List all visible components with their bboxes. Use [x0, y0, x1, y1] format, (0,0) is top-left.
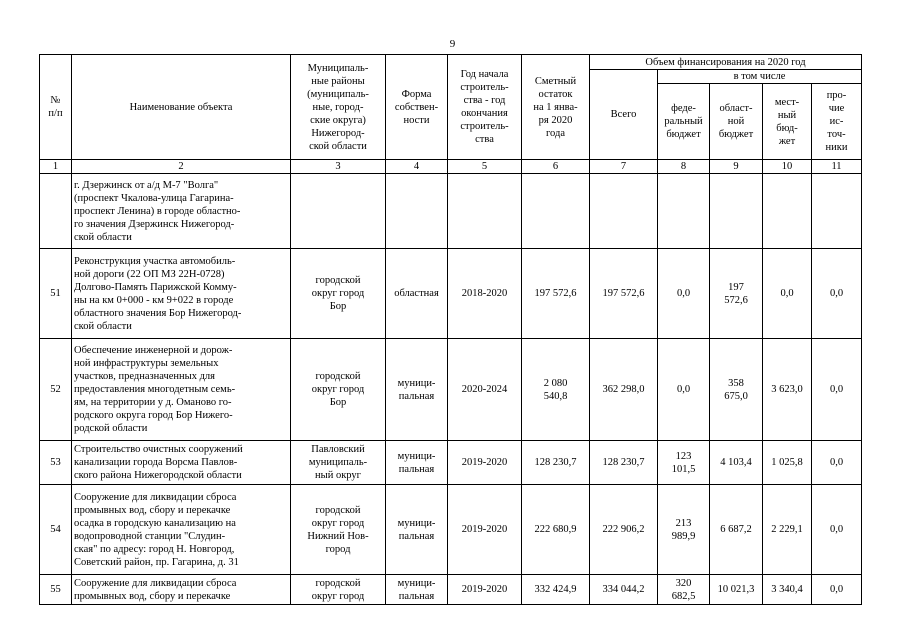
- header-balance: Сметный остаток на 1 янва- ря 2020 года: [522, 55, 590, 160]
- ownership-cell: [386, 174, 448, 249]
- district-cell: городской округ город Бор: [291, 339, 386, 441]
- table-row: [40, 575, 862, 605]
- header-districts: Муниципаль- ные районы (муниципаль- ные, город- ские округа) Нижегород- ской области: [291, 55, 386, 160]
- header-including: в том числе: [658, 70, 862, 84]
- column-number: 9: [710, 160, 763, 174]
- column-number: 10: [763, 160, 812, 174]
- district-cell: городской округ город Нижний Нов- город: [291, 485, 386, 575]
- column-number-row: [40, 160, 862, 174]
- header-total: Всего: [590, 70, 658, 160]
- ownership-cell: муници- пальная: [386, 485, 448, 575]
- regional-budget-cell: 10 021,3: [710, 575, 763, 605]
- row-number-cell: 54: [40, 485, 72, 575]
- header-funding-group: Объем финансирования на 2020 год: [590, 55, 862, 70]
- estimated-balance-cell: [522, 174, 590, 249]
- row-number-cell: 52: [40, 339, 72, 441]
- other-sources-cell: 0,0: [812, 249, 862, 339]
- row-number-cell: 53: [40, 441, 72, 485]
- construction-years-cell: 2019-2020: [448, 441, 522, 485]
- column-number: 5: [448, 160, 522, 174]
- federal-budget-cell: 320 682,5: [658, 575, 710, 605]
- estimated-balance-cell: 222 680,9: [522, 485, 590, 575]
- district-cell: Павловский муниципаль- ный округ: [291, 441, 386, 485]
- district-cell: [291, 174, 386, 249]
- federal-budget-cell: 0,0: [658, 339, 710, 441]
- table-row: [40, 441, 862, 485]
- other-sources-cell: 0,0: [812, 575, 862, 605]
- table-row: [40, 339, 862, 441]
- regional-budget-cell: 4 103,4: [710, 441, 763, 485]
- local-budget-cell: [763, 174, 812, 249]
- federal-budget-cell: [658, 174, 710, 249]
- column-number: 4: [386, 160, 448, 174]
- local-budget-cell: 2 229,1: [763, 485, 812, 575]
- row-number-cell: 55: [40, 575, 72, 605]
- local-budget-cell: 0,0: [763, 249, 812, 339]
- federal-budget-cell: 123 101,5: [658, 441, 710, 485]
- district-cell: городской округ город Бор: [291, 249, 386, 339]
- column-number: 2: [72, 160, 291, 174]
- row-number-cell: 51: [40, 249, 72, 339]
- column-number: 8: [658, 160, 710, 174]
- object-name-cell: Сооружение для ликвидации сброса промывных вод, сбору и перекачке осадка в городскую канализацию на водопроводной станции "Слудин- ская" по адресу: город Н. Новгород, Советский район, пр. Гагарина, д. 31: [72, 485, 291, 575]
- funding-total-cell: 334 044,2: [590, 575, 658, 605]
- ownership-cell: муници- пальная: [386, 339, 448, 441]
- construction-years-cell: 2018-2020: [448, 249, 522, 339]
- table-row: [40, 249, 862, 339]
- column-number: 6: [522, 160, 590, 174]
- other-sources-cell: 0,0: [812, 441, 862, 485]
- column-number: 11: [812, 160, 862, 174]
- ownership-cell: областная: [386, 249, 448, 339]
- federal-budget-cell: 213 989,9: [658, 485, 710, 575]
- construction-years-cell: 2019-2020: [448, 485, 522, 575]
- other-sources-cell: [812, 174, 862, 249]
- object-name-cell: Сооружение для ликвидации сброса промывных вод, сбору и перекачке: [72, 575, 291, 605]
- estimated-balance-cell: 332 424,9: [522, 575, 590, 605]
- estimated-balance-cell: 197 572,6: [522, 249, 590, 339]
- table-row: [40, 485, 862, 575]
- estimated-balance-cell: 2 080 540,8: [522, 339, 590, 441]
- header-num: № п/п: [40, 55, 72, 160]
- table-row: [40, 174, 862, 249]
- funding-total-cell: 128 230,7: [590, 441, 658, 485]
- ownership-cell: муници- пальная: [386, 575, 448, 605]
- object-name-cell: Строительство очистных сооружений канализации города Ворсма Павлов- ского района Нижегородской области: [72, 441, 291, 485]
- funding-total-cell: 222 906,2: [590, 485, 658, 575]
- district-cell: городской округ город: [291, 575, 386, 605]
- local-budget-cell: 3 623,0: [763, 339, 812, 441]
- regional-budget-cell: 197 572,6: [710, 249, 763, 339]
- estimated-balance-cell: 128 230,7: [522, 441, 590, 485]
- construction-years-cell: 2019-2020: [448, 575, 522, 605]
- object-name-cell: г. Дзержинск от а/д М-7 "Волга" (проспект Чкалова-улица Гагарина- проспект Ленина) в городе областно- го значения Дзержинск Нижегород- ской области: [72, 174, 291, 249]
- regional-budget-cell: 6 687,2: [710, 485, 763, 575]
- funding-total-cell: [590, 174, 658, 249]
- funding-total-cell: 197 572,6: [590, 249, 658, 339]
- column-number: 7: [590, 160, 658, 174]
- header-name: Наименование объекта: [72, 55, 291, 160]
- federal-budget-cell: 0,0: [658, 249, 710, 339]
- local-budget-cell: 1 025,8: [763, 441, 812, 485]
- other-sources-cell: 0,0: [812, 485, 862, 575]
- header-years: Год начала строитель- ства - год окончания строитель- ства: [448, 55, 522, 160]
- funding-total-cell: 362 298,0: [590, 339, 658, 441]
- construction-years-cell: 2020-2024: [448, 339, 522, 441]
- construction-years-cell: [448, 174, 522, 249]
- object-name-cell: Обеспечение инженерной и дорож- ной инфраструктуры земельных участков, предназначенных для предоставления многодетным семь- ям, на территории у д. Оманово го- родского округа город Бор Нижего- родской области: [72, 339, 291, 441]
- header-federal: феде- ральный бюджет: [658, 84, 710, 160]
- ownership-cell: муници- пальная: [386, 441, 448, 485]
- regional-budget-cell: [710, 174, 763, 249]
- page-number: 9: [449, 38, 456, 50]
- financing-table: [39, 54, 862, 605]
- header-regional: област- ной бюджет: [710, 84, 763, 160]
- header-local: мест- ный бюд- жет: [763, 84, 812, 160]
- local-budget-cell: 3 340,4: [763, 575, 812, 605]
- other-sources-cell: 0,0: [812, 339, 862, 441]
- row-number-cell: [40, 174, 72, 249]
- column-number: 3: [291, 160, 386, 174]
- regional-budget-cell: 358 675,0: [710, 339, 763, 441]
- header-other: про- чие ис- точ- ники: [812, 84, 862, 160]
- header-ownership: Форма собствен- ности: [386, 55, 448, 160]
- column-number: 1: [40, 160, 72, 174]
- object-name-cell: Реконструкция участка автомобиль- ной дороги (22 ОП МЗ 22Н-0728) Долгово-Память Парижской Комму- ны на км 0+000 - км 9+022 в городе областного значения Бор Нижегород- ской области: [72, 249, 291, 339]
